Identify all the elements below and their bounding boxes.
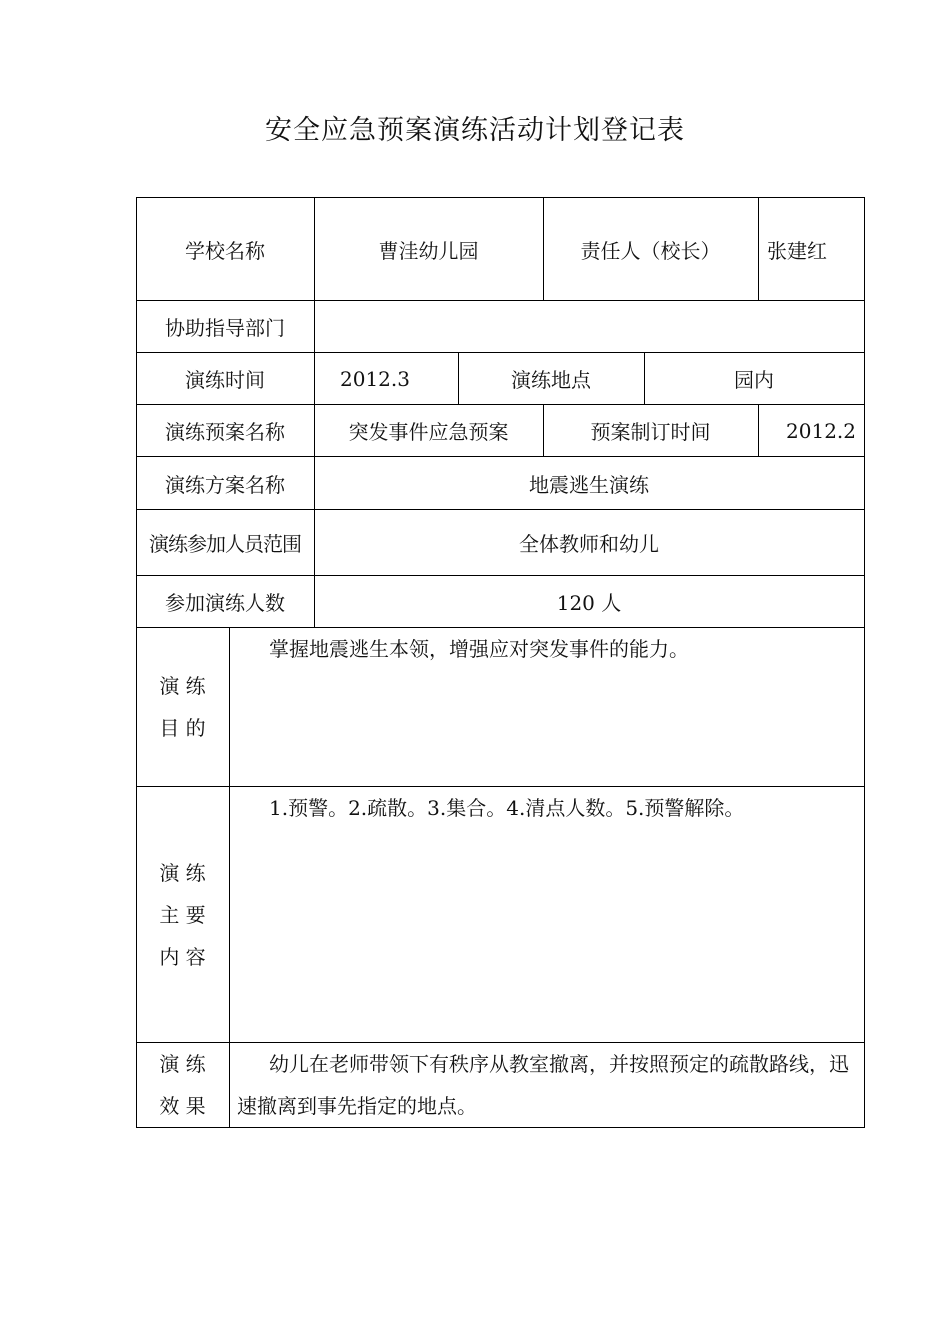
school-name-label: 学校名称 — [185, 238, 265, 263]
participant-count-label: 参加演练人数 — [165, 591, 285, 615]
purpose-label — [136, 627, 229, 787]
assist-dept-value — [314, 300, 864, 353]
plan-name-value: 突发事件应急预案 — [348, 420, 509, 444]
effect-label-line: 效 果 — [159, 1094, 206, 1118]
content-label-line: 内 容 — [159, 944, 206, 969]
table-border-right — [864, 197, 865, 1128]
principal-value: 张建红 — [767, 238, 827, 263]
purpose-text: 掌握地震逃生本领，增强应对突发事件的能力。 — [269, 637, 689, 661]
school-name-value: 曹洼幼儿园 — [378, 238, 479, 263]
content-text: 1.预警。2.疏散。3.集合。4.清点人数。5.预警解除。 — [269, 796, 745, 820]
drill-time-value: 2012.3 — [340, 366, 410, 391]
drill-time-label: 演练时间 — [185, 368, 265, 392]
plan-date-label: 预案制订时间 — [590, 420, 711, 444]
page-title: 安全应急预案演练活动计划登记表 — [265, 115, 685, 146]
scheme-name-label: 演练方案名称 — [165, 472, 285, 497]
drill-place-value: 园内 — [734, 368, 774, 392]
effect-text: 幼儿在老师带领下有秩序从教室撤离，并按照预定的疏散路线，迅速撤离到事先指定的地点。 — [237, 1052, 849, 1118]
effect-label — [136, 1042, 229, 1128]
content-label — [136, 786, 229, 1043]
principal-label: 责任人（校长） — [580, 238, 721, 263]
scheme-name-value: 地震逃生演练 — [529, 472, 649, 497]
content-label-line: 主 要 — [159, 902, 206, 927]
participant-count-value: 120 人 — [556, 591, 622, 615]
registration-table — [136, 197, 865, 1128]
effect-label-line: 演 练 — [159, 1052, 206, 1076]
purpose-label-line: 目 的 — [159, 716, 206, 740]
participants-value: 全体教师和幼儿 — [519, 532, 659, 556]
purpose-label-line: 演 练 — [159, 674, 206, 698]
participants-label: 演练参加人员范围 — [149, 532, 301, 556]
plan-name-label: 演练预案名称 — [165, 420, 285, 444]
content-label-line: 演 练 — [159, 860, 206, 885]
table-border-bottom — [136, 1127, 865, 1128]
plan-date-value: 2012.2 — [786, 418, 856, 443]
assist-dept-label: 协助指导部门 — [165, 316, 285, 340]
drill-place-label: 演练地点 — [511, 368, 591, 392]
